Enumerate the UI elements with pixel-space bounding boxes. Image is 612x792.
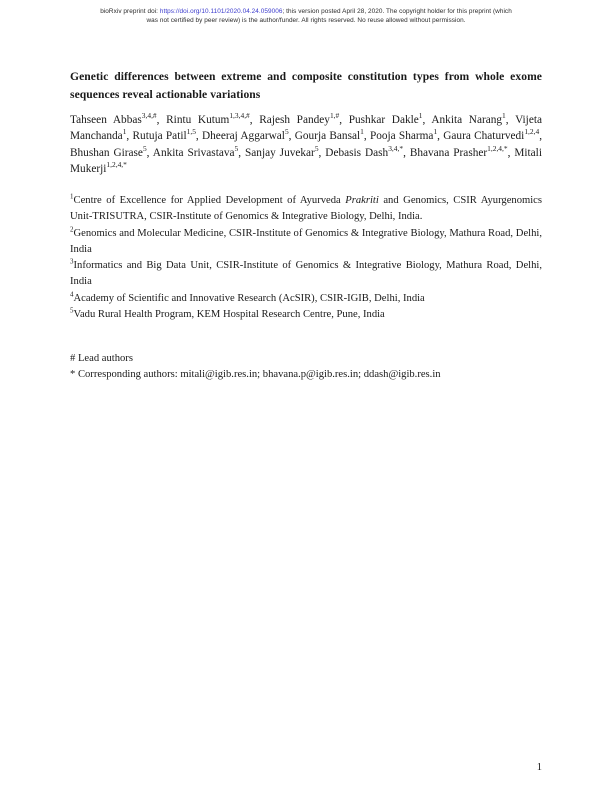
author-affiliation-marker: 1 (418, 111, 423, 121)
author-name: Gourja Bansal (294, 130, 361, 143)
author-affiliation-marker: 1 (433, 127, 438, 137)
author-affiliation-marker: 1 (502, 111, 506, 121)
affiliation-marker: 4 (70, 290, 74, 299)
author-name: Gaura Chaturvedi (443, 130, 525, 143)
author-affiliation-marker: 1,3,4,# (229, 111, 250, 121)
author-name: Rintu Kutum (166, 114, 230, 126)
banner-suffix-text: ; this version posted April 28, 2020. The copyright holder for this preprint (which (282, 8, 512, 15)
affiliation-text: Centre of Excellence for Applied Development of Ayurveda (73, 195, 346, 206)
author-name: Bhavana Prasher (409, 146, 488, 159)
author-list: Tahseen Abbas$^{3,4,\#}$, Rintu Kutum$^{1,3,4,\#}$, Rajesh Pandey$^{1,\#}$, Pushkar Dakle$^1$, Ankita Narang$^1$, Vijeta Manchanda$^1$, Rutuja Patil$^{1,5}$, Dheeraj Aggarwal$^5$, Gourja Bansal$^1$, Pooja Sharma$^1$, Gaura Chaturvedi$^{1,2,4}$, Bhushan Girase$^5$, Ankita Srivastava$^5$, Sanjay Juvekar$^5$, Debasis Dash$^{3,4,*}$, Bhavana Prasher$^{1,2,4,*}$, Mitali Mukerji$^{1,2,4,*}$ (70, 111, 543, 175)
author-name: Ankita Srivastava (152, 146, 235, 159)
lead-authors-note: # Lead authors (70, 353, 133, 364)
corresponding-authors-note: * Corresponding authors: mitali@igib.res.in; bhavana.p@igib.res.in; ddash@igib.res.in (70, 369, 441, 381)
affiliation-marker: 5 (70, 306, 74, 315)
author-name: Pushkar Dakle (348, 114, 419, 126)
author-affiliation-marker: 1,2,4,* (487, 143, 508, 153)
author-name: Debasis Dash (325, 146, 389, 159)
affiliation-item (70, 307, 542, 323)
author-name: Sanjay Juvekar (245, 146, 315, 159)
affiliation-marker: 2 (70, 225, 74, 234)
affiliation-item (70, 226, 542, 259)
author-affiliation-marker: 5 (142, 143, 147, 153)
author-notes (70, 351, 542, 384)
author-name: Vijeta Manchanda (70, 114, 542, 143)
author-affiliation-marker: 1,2,4,* (106, 160, 127, 170)
page-number: 1 (536, 762, 542, 773)
author-affiliation-marker: 1 (122, 127, 127, 137)
affiliation-text: and Genomics, CSIR Ayurgenomics Unit-TRISUTRA, CSIR-Institute of Genomics & Integrative Biology, Delhi, India. (70, 195, 543, 223)
affiliation-term-italic: Prakriti (345, 195, 379, 206)
affiliation-item (70, 291, 542, 307)
affiliation-text: Genomics and Molecular Medicine, CSIR-Institute of Genomics & Integrative Biology, Mathura Road, Delhi, India (70, 227, 542, 255)
author-affiliation-marker: 5 (234, 143, 239, 153)
banner-line-2: was not certified by peer review) is the author/funder. All rights reserved. No reuse allowed without permission. (146, 17, 466, 25)
author-affiliation-marker: 5 (284, 127, 289, 137)
author-name: Pooja Sharma (369, 130, 434, 143)
doi-link[interactable]: https://doi.org/10.1101/2020.04.24.059006 (159, 8, 283, 15)
affiliation-text: Informatics and Big Data Unit, CSIR-Institute of Genomics & Integrative Biology, Mathura Road, Delhi, India (70, 260, 542, 288)
author-name: Rajesh Pandey (259, 114, 330, 126)
author-affiliation-marker: 3,4,# (141, 111, 157, 121)
affiliation-item (70, 193, 542, 226)
author-name: Bhushan Girase (70, 146, 143, 159)
author-affiliation-marker: 1,5 (186, 127, 196, 137)
author-name: Rutuja Patil (132, 130, 187, 143)
affiliation-text: Academy of Scientific and Innovative Research (AcSIR), CSIR-IGIB, Delhi, India (73, 292, 425, 304)
author-name: Mitali Mukerji (70, 146, 542, 175)
affiliation-list (70, 193, 542, 323)
author-affiliation-marker: 5 (314, 143, 319, 153)
banner-prefix-text: bioRxiv preprint doi: (100, 8, 160, 15)
affiliation-text: Vadu Rural Health Program, KEM Hospital Research Centre, Pune, India (73, 309, 385, 321)
affiliation-marker: 1 (70, 192, 74, 201)
affiliation-item (70, 258, 542, 291)
author-name: Dheeraj Aggarwal (202, 130, 285, 143)
author-affiliation-marker: 1,# (329, 111, 340, 121)
author-name: Tahseen Abbas (70, 114, 142, 126)
author-affiliation-marker: 1,2,4 (524, 127, 540, 137)
author-affiliation-marker: 1 (360, 127, 364, 137)
banner-line-1 (44, 7, 568, 16)
author-affiliation-marker: 3,4,* (388, 143, 404, 153)
biorxiv-preprint-banner (44, 7, 568, 25)
author-name: Ankita Narang (431, 114, 503, 126)
page-title: Genetic differences between extreme and composite constitution types from whole exome sequences reveal actionable variations (70, 70, 542, 101)
affiliation-marker: 3 (70, 257, 74, 266)
